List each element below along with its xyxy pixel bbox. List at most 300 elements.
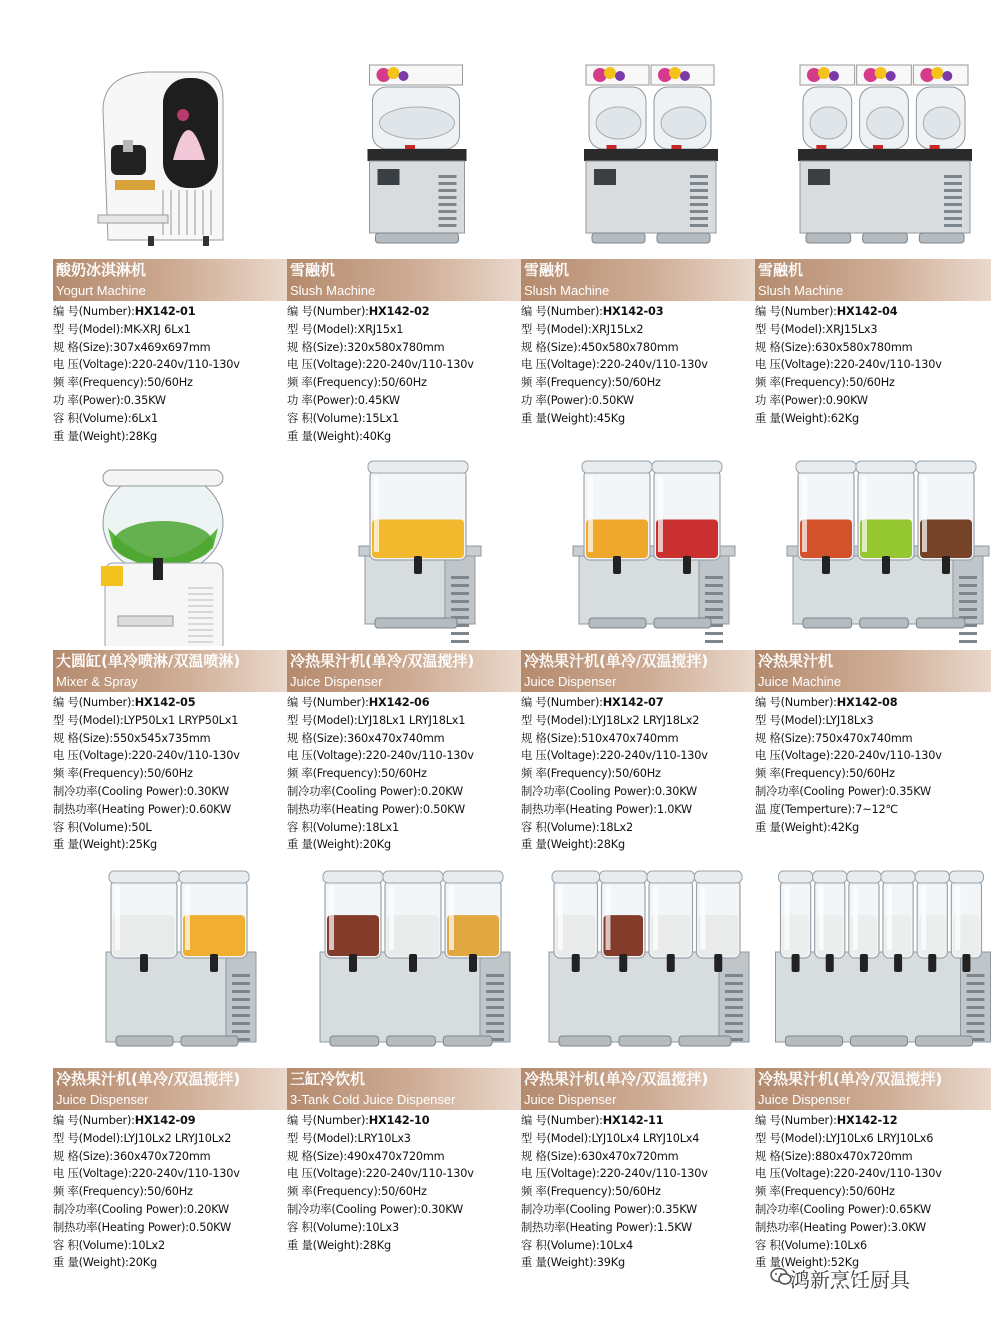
spec-line: [521, 1148, 757, 1166]
spec-value: 50L: [131, 820, 152, 834]
spec-value: 0.20KW: [186, 1202, 230, 1216]
spec-line: [287, 339, 523, 357]
spec-value: HX142-10: [368, 1114, 430, 1127]
spec-line: [521, 321, 757, 339]
spec-value: 0.35KW: [888, 784, 932, 798]
product-photo: [287, 448, 523, 646]
spec-line: [287, 392, 523, 410]
spec-value: 220-240v/110-130v: [131, 358, 240, 372]
spec-value: 50/60Hz: [849, 767, 895, 781]
spec-line: [287, 694, 523, 712]
spec-value: HX142-08: [836, 696, 898, 709]
spec-label: 电 压(Voltage):: [287, 358, 366, 372]
product-name-zh: 雪融机: [524, 261, 570, 279]
spec-line: [287, 1112, 523, 1130]
spec-value: 0.30KW: [654, 784, 698, 798]
spec-label: 容 积(Volume):: [287, 411, 366, 425]
product-name-zh: 三缸冷饮机: [290, 1070, 366, 1088]
spec-label: 编 号(Number):: [53, 1114, 135, 1127]
spec-label: 编 号(Number):: [521, 1114, 603, 1127]
spec-label: 型 号(Model):: [53, 1131, 124, 1145]
spec-label: 频 率(Frequency):: [53, 1185, 148, 1199]
spec-value: 50/60Hz: [147, 376, 193, 390]
spec-label: 重 量(Weight):: [521, 838, 597, 852]
spec-line: [53, 339, 289, 357]
spec-label: 编 号(Number):: [755, 1114, 837, 1127]
spec-value: 50/60Hz: [849, 1185, 895, 1199]
spec-line: [287, 765, 523, 783]
spec-label: 制热功率(Heating Power):: [53, 802, 189, 816]
spec-value: 15Lx1: [365, 411, 399, 425]
spec-value: 28Kg: [596, 838, 625, 852]
spec-line: [521, 730, 757, 748]
spec-line: [755, 1237, 991, 1255]
spec-label: 电 压(Voltage):: [755, 358, 834, 372]
spec-label: 制冷功率(Cooling Power):: [287, 784, 421, 798]
spec-line: [755, 730, 991, 748]
spec-value: 220-240v/110-130v: [599, 749, 708, 763]
spec-line: [755, 1183, 991, 1201]
spec-label: 型 号(Model):: [755, 713, 826, 727]
spec-line: [53, 819, 289, 837]
spec-label: 重 量(Weight):: [287, 838, 363, 852]
spec-value: 6Lx1: [131, 411, 158, 425]
spec-label: 制冷功率(Cooling Power):: [755, 1202, 889, 1216]
spec-line: [53, 410, 289, 428]
product-name-en: Juice Dispenser: [758, 1092, 851, 1107]
spec-value: 45Kg: [596, 411, 625, 425]
spec-line: [53, 1254, 289, 1272]
spec-label: 频 率(Frequency):: [521, 1185, 616, 1199]
spec-label: 型 号(Model):: [521, 322, 592, 336]
spec-value: 0.20KW: [420, 784, 464, 798]
spec-line: [521, 339, 757, 357]
spec-value: 490x470x720mm: [347, 1149, 445, 1163]
spec-label: 制热功率(Heating Power):: [755, 1220, 891, 1234]
spec-line: [755, 1219, 991, 1237]
spec-line: [755, 747, 991, 765]
spec-value: 1.5KW: [656, 1220, 692, 1234]
spec-label: 重 量(Weight):: [287, 1238, 363, 1252]
spec-value: 25Kg: [128, 838, 157, 852]
spec-value: HX142-06: [368, 696, 430, 709]
spec-label: 型 号(Model):: [521, 713, 592, 727]
spec-label: 电 压(Voltage):: [755, 1167, 834, 1181]
spec-line: [521, 1183, 757, 1201]
spec-value: 62Kg: [830, 411, 859, 425]
spec-line: [755, 303, 991, 321]
spec-line: [287, 356, 523, 374]
product-name-zh: 雪融机: [290, 261, 336, 279]
spec-line: [53, 1219, 289, 1237]
product-name-zh: 冷热果汁机: [758, 652, 834, 670]
spec-value: 1.0KW: [656, 802, 692, 816]
spec-label: 规 格(Size):: [287, 731, 347, 745]
spec-label: 电 压(Voltage):: [755, 749, 834, 763]
spec-line: [521, 1254, 757, 1272]
product-name-zh: 酸奶冰淇淋机: [56, 261, 147, 279]
product-name-zh: 冷热果汁机(单冷/双温搅拌): [524, 652, 709, 670]
spec-line: [521, 1130, 757, 1148]
spec-line: [755, 392, 991, 410]
spec-line: [755, 410, 991, 428]
spec-label: 编 号(Number):: [755, 305, 837, 318]
spec-line: [521, 783, 757, 801]
product-title-banner: [53, 1068, 289, 1110]
spec-value: 28Kg: [128, 429, 157, 443]
spec-line: [53, 801, 289, 819]
spec-value: 10Lx6: [833, 1238, 867, 1252]
spec-value: 50/60Hz: [147, 767, 193, 781]
spec-line: [53, 1148, 289, 1166]
spec-value: 28Kg: [362, 1238, 391, 1252]
spec-label: 电 压(Voltage):: [287, 1167, 366, 1181]
spec-line: [287, 1183, 523, 1201]
spec-value: 220-240v/110-130v: [131, 1167, 240, 1181]
spec-value: XRJ15Lx3: [825, 322, 878, 336]
product-name-en: Juice Dispenser: [56, 1092, 149, 1107]
spec-value: 50/60Hz: [381, 1185, 427, 1199]
spec-line: [521, 392, 757, 410]
spec-value: 39Kg: [596, 1256, 625, 1270]
spec-line: [53, 783, 289, 801]
spec-label: 重 量(Weight):: [521, 411, 597, 425]
spec-label: 制热功率(Heating Power):: [287, 802, 423, 816]
product-name-en: Mixer & Spray: [56, 674, 138, 689]
spec-line: [521, 356, 757, 374]
spec-value: 220-240v/110-130v: [365, 749, 474, 763]
spec-label: 制冷功率(Cooling Power):: [287, 1202, 421, 1216]
spec-line: [287, 428, 523, 446]
spec-label: 规 格(Size):: [53, 1149, 113, 1163]
spec-value: LYJ10Lx2 LRYJ10Lx2: [123, 1131, 232, 1145]
spec-line: [521, 1201, 757, 1219]
spec-list: [755, 694, 991, 836]
product-photo: [53, 862, 289, 1064]
spec-line: [521, 1237, 757, 1255]
spec-value: 220-240v/110-130v: [131, 749, 240, 763]
product-photo: [521, 40, 757, 255]
spec-line: [53, 765, 289, 783]
spec-line: [287, 747, 523, 765]
spec-value: XRJ15x1: [357, 322, 404, 336]
spec-label: 功 率(Power):: [521, 393, 592, 407]
spec-label: 型 号(Model):: [287, 1131, 358, 1145]
product-title-banner: [53, 650, 289, 692]
spec-value: 20Kg: [362, 838, 391, 852]
spec-value: 0.45KW: [357, 393, 400, 407]
spec-label: 频 率(Frequency):: [53, 376, 148, 390]
spec-value: 510x470x740mm: [581, 731, 679, 745]
spec-label: 编 号(Number):: [287, 305, 369, 318]
spec-label: 频 率(Frequency):: [521, 376, 616, 390]
spec-line: [287, 819, 523, 837]
spec-label: 电 压(Voltage):: [521, 358, 600, 372]
product-title-banner: [521, 650, 757, 692]
spec-label: 重 量(Weight):: [755, 820, 831, 834]
spec-value: HX142-03: [602, 305, 664, 318]
spec-value: LYJ10Lx4 LRYJ10Lx4: [591, 1131, 700, 1145]
spec-label: 电 压(Voltage):: [521, 749, 600, 763]
spec-label: 制冷功率(Cooling Power):: [521, 784, 655, 798]
spec-value: HX142-07: [602, 696, 664, 709]
product-name-en: Yogurt Machine: [56, 283, 146, 298]
spec-value: LYJ18Lx1 LRYJ18Lx1: [357, 713, 466, 727]
spec-label: 编 号(Number):: [53, 696, 135, 709]
spec-label: 规 格(Size):: [521, 340, 581, 354]
wechat-icon: [770, 1267, 792, 1292]
spec-value: HX142-09: [134, 1114, 196, 1127]
spec-line: [755, 819, 991, 837]
product-name-zh: 冷热果汁机(单冷/双温搅拌): [758, 1070, 943, 1088]
product-name-en: Juice Machine: [758, 674, 842, 689]
spec-label: 编 号(Number):: [53, 305, 135, 318]
product-photo: [755, 448, 991, 646]
product-name-en: Juice Dispenser: [524, 674, 617, 689]
spec-line: [755, 356, 991, 374]
product-photo: [53, 40, 289, 255]
spec-value: HX142-04: [836, 305, 898, 318]
spec-value: 7~12℃: [855, 802, 898, 816]
product-name-zh: 大圆缸(单冷喷淋/双温喷淋): [56, 652, 241, 670]
spec-label: 编 号(Number):: [287, 696, 369, 709]
spec-value: 220-240v/110-130v: [599, 1167, 708, 1181]
spec-value: 550x545x735mm: [113, 731, 211, 745]
spec-value: 630x470x720mm: [581, 1149, 679, 1163]
spec-label: 型 号(Model):: [521, 1131, 592, 1145]
spec-value: 360x470x740mm: [347, 731, 445, 745]
spec-value: 3.0KW: [890, 1220, 926, 1234]
spec-value: 220-240v/110-130v: [599, 358, 708, 372]
spec-line: [53, 374, 289, 392]
spec-list: [53, 694, 289, 854]
spec-line: [755, 694, 991, 712]
spec-line: [53, 747, 289, 765]
spec-label: 频 率(Frequency):: [287, 376, 382, 390]
spec-line: [53, 1112, 289, 1130]
spec-value: LYJ10Lx6 LRYJ10Lx6: [825, 1131, 934, 1145]
spec-label: 编 号(Number):: [521, 305, 603, 318]
product-photo: [53, 448, 289, 646]
product-name-en: Slush Machine: [290, 283, 376, 298]
spec-label: 编 号(Number):: [287, 1114, 369, 1127]
spec-label: 频 率(Frequency):: [521, 767, 616, 781]
spec-value: 307x469x697mm: [113, 340, 211, 354]
spec-label: 型 号(Model):: [287, 713, 358, 727]
product-title-banner: [755, 259, 991, 301]
spec-label: 制冷功率(Cooling Power):: [521, 1202, 655, 1216]
spec-line: [287, 410, 523, 428]
product-photo: [287, 40, 523, 255]
spec-line: [521, 819, 757, 837]
spec-line: [53, 1201, 289, 1219]
spec-label: 编 号(Number):: [521, 696, 603, 709]
spec-label: 重 量(Weight):: [287, 429, 363, 443]
product-title-banner: [521, 1068, 757, 1110]
spec-list: [287, 303, 523, 445]
spec-value: 10Lx3: [365, 1220, 399, 1234]
spec-label: 重 量(Weight):: [755, 1256, 831, 1270]
spec-line: [755, 374, 991, 392]
spec-value: 450x580x780mm: [581, 340, 679, 354]
spec-label: 容 积(Volume):: [53, 820, 132, 834]
spec-value: 50/60Hz: [381, 376, 427, 390]
spec-value: 0.50KW: [591, 393, 634, 407]
spec-value: XRJ15Lx2: [591, 322, 644, 336]
spec-line: [53, 730, 289, 748]
spec-value: 40Kg: [362, 429, 391, 443]
product-name-zh: 冷热果汁机(单冷/双温搅拌): [290, 652, 475, 670]
product-title-banner: [755, 1068, 991, 1110]
spec-line: [53, 836, 289, 854]
spec-value: LRY10Lx3: [357, 1131, 411, 1145]
spec-value: 0.30KW: [420, 1202, 464, 1216]
spec-line: [755, 801, 991, 819]
spec-line: [287, 321, 523, 339]
spec-line: [53, 1165, 289, 1183]
spec-value: HX142-01: [134, 305, 196, 318]
spec-label: 型 号(Model):: [287, 322, 358, 336]
spec-line: [53, 392, 289, 410]
spec-list: [755, 303, 991, 428]
spec-label: 频 率(Frequency):: [755, 376, 850, 390]
spec-label: 容 积(Volume):: [287, 820, 366, 834]
product-title-banner: [521, 259, 757, 301]
spec-label: 制热功率(Heating Power):: [53, 1220, 189, 1234]
product-photo: [521, 862, 757, 1064]
product-name-en: Slush Machine: [524, 283, 610, 298]
product-photo: [755, 862, 991, 1064]
spec-line: [287, 730, 523, 748]
spec-line: [521, 836, 757, 854]
spec-line: [755, 321, 991, 339]
spec-value: HX142-02: [368, 305, 430, 318]
spec-line: [521, 747, 757, 765]
spec-value: 10Lx4: [599, 1238, 633, 1252]
spec-label: 制冷功率(Cooling Power):: [53, 1202, 187, 1216]
spec-label: 容 积(Volume):: [755, 1238, 834, 1252]
spec-line: [287, 712, 523, 730]
spec-line: [755, 339, 991, 357]
spec-value: 320x580x780mm: [347, 340, 445, 354]
spec-list: [287, 1112, 523, 1254]
spec-line: [755, 765, 991, 783]
spec-line: [287, 1237, 523, 1255]
spec-label: 编 号(Number):: [755, 696, 837, 709]
spec-value: 42Kg: [830, 820, 859, 834]
spec-label: 电 压(Voltage):: [287, 749, 366, 763]
spec-label: 容 积(Volume):: [53, 411, 132, 425]
spec-line: [287, 1165, 523, 1183]
spec-value: LYJ18Lx2 LRYJ18Lx2: [591, 713, 700, 727]
spec-value: 0.35KW: [123, 393, 166, 407]
watermark: 鸿新烹饪厨具: [790, 1268, 910, 1292]
spec-value: HX142-12: [836, 1114, 898, 1127]
spec-list: [521, 303, 757, 428]
spec-line: [53, 1183, 289, 1201]
spec-value: 0.90KW: [825, 393, 868, 407]
spec-line: [287, 1201, 523, 1219]
spec-line: [521, 303, 757, 321]
spec-line: [53, 1130, 289, 1148]
spec-label: 容 积(Volume):: [521, 820, 600, 834]
spec-label: 功 率(Power):: [53, 393, 124, 407]
spec-line: [755, 1148, 991, 1166]
spec-line: [755, 783, 991, 801]
spec-value: 220-240v/110-130v: [833, 1167, 942, 1181]
spec-label: 频 率(Frequency):: [755, 1185, 850, 1199]
product-name-zh: 雪融机: [758, 261, 804, 279]
spec-line: [287, 1148, 523, 1166]
product-name-zh: 冷热果汁机(单冷/双温搅拌): [56, 1070, 241, 1088]
spec-label: 电 压(Voltage):: [521, 1167, 600, 1181]
spec-label: 功 率(Power):: [287, 393, 358, 407]
spec-label: 重 量(Weight):: [521, 1256, 597, 1270]
product-title-banner: [755, 650, 991, 692]
spec-label: 制热功率(Heating Power):: [521, 802, 657, 816]
spec-label: 频 率(Frequency):: [53, 767, 148, 781]
spec-line: [521, 1165, 757, 1183]
spec-label: 规 格(Size):: [53, 731, 113, 745]
spec-value: 0.35KW: [654, 1202, 698, 1216]
spec-value: 10Lx2: [131, 1238, 165, 1252]
spec-value: 220-240v/110-130v: [833, 749, 942, 763]
product-title-banner: [287, 1068, 523, 1110]
spec-value: 630x580x780mm: [815, 340, 913, 354]
spec-value: 0.65KW: [888, 1202, 932, 1216]
product-title-banner: [53, 259, 289, 301]
spec-line: [755, 1112, 991, 1130]
spec-line: [755, 1201, 991, 1219]
spec-label: 型 号(Model):: [53, 322, 124, 336]
spec-line: [521, 1112, 757, 1130]
spec-label: 重 量(Weight):: [53, 429, 129, 443]
spec-label: 频 率(Frequency):: [287, 1185, 382, 1199]
spec-label: 电 压(Voltage):: [53, 749, 132, 763]
spec-line: [521, 712, 757, 730]
spec-line: [755, 712, 991, 730]
spec-value: 50/60Hz: [147, 1185, 193, 1199]
spec-value: 750x470x740mm: [815, 731, 913, 745]
product-name-en: Slush Machine: [758, 283, 844, 298]
spec-line: [521, 694, 757, 712]
spec-list: [521, 1112, 757, 1272]
spec-line: [53, 303, 289, 321]
spec-label: 制冷功率(Cooling Power):: [755, 784, 889, 798]
spec-label: 容 积(Volume):: [521, 1238, 600, 1252]
spec-value: LYP50Lx1 LRYP50Lx1: [123, 713, 239, 727]
spec-value: 880x470x720mm: [815, 1149, 913, 1163]
spec-label: 规 格(Size):: [755, 340, 815, 354]
spec-label: 规 格(Size):: [755, 1149, 815, 1163]
spec-line: [521, 801, 757, 819]
spec-value: 50/60Hz: [381, 767, 427, 781]
spec-line: [287, 1130, 523, 1148]
spec-value: 360x470x720mm: [113, 1149, 211, 1163]
spec-value: 18Lx2: [599, 820, 633, 834]
spec-line: [755, 1165, 991, 1183]
product-title-banner: [287, 259, 523, 301]
spec-value: MK-XRJ 6Lx1: [123, 322, 191, 336]
spec-label: 重 量(Weight):: [53, 838, 129, 852]
spec-list: [53, 1112, 289, 1272]
spec-value: 50/60Hz: [849, 376, 895, 390]
spec-list: [521, 694, 757, 854]
spec-label: 频 率(Frequency):: [755, 767, 850, 781]
spec-value: 50/60Hz: [615, 376, 661, 390]
spec-value: 20Kg: [128, 1256, 157, 1270]
spec-line: [287, 783, 523, 801]
